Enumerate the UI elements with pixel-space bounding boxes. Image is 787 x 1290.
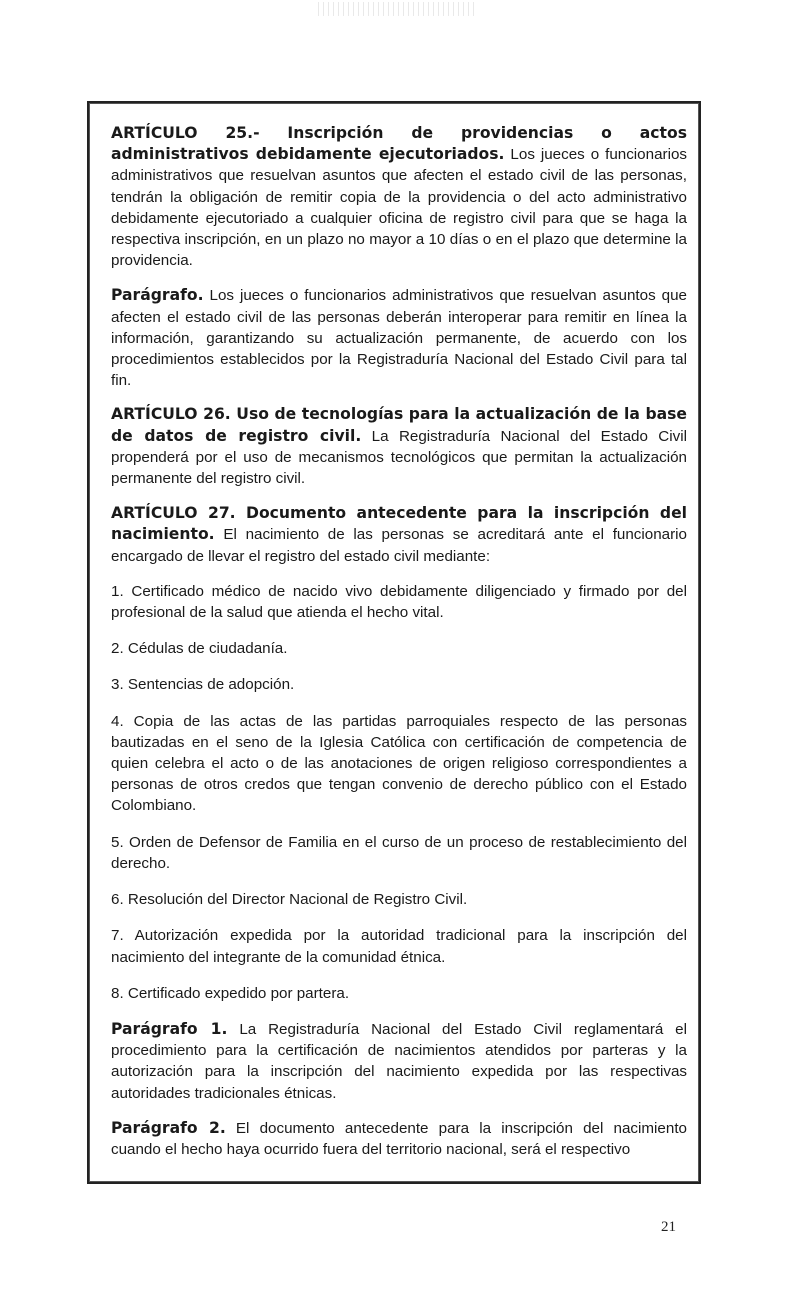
paragrafo-2-body: El documento antecedente para la inscripción del nacimiento cuando el hecho haya ocurrido fuera del territorio nacional, será el respectivo [111,1119,687,1158]
list-item: 1. Certificado médico de nacido vivo debidamente diligenciado y firmado por del profesional de la salud que atienda el hecho vital. [111,582,687,622]
paragrafo-25-body: Los jueces o funcionarios administrativos que resuelvan asuntos que afecten el estado civil de las personas deberán interoperar para remitir en línea la información, garantizando su actualización permanente, de acuerdo con los procedimientos establecidos por la Registraduría Nacional del Estado Civil para tal fin. [111,287,687,390]
article-26-body: La Registraduría Nacional del Estado Civil propenderá por el uso de mecanismos tecnológicos que permitan la actualización permanente del registro civil. [111,427,687,488]
page-number: 21 [661,1219,676,1235]
article-27 [111,503,687,567]
list-item: 6. Resolución del Director Nacional de Registro Civil. [111,891,468,909]
list-item: 8. Certificado expedido por partera. [111,984,350,1002]
article-27-body: El nacimiento de las personas se acreditará ante el funcionario encargado de llevar el registro del estado civil mediante: [111,526,687,565]
document-frame [87,101,701,1184]
scan-artifact [318,2,478,16]
list-item: 7. Autorización expedida por la autoridad tradicional para la inscripción del nacimiento del integrante de la comunidad étnica. [111,927,687,966]
article-26 [111,404,687,489]
document-body [111,123,687,1174]
list-item: 2. Cédulas de ciudadanía. [111,640,288,658]
article-26-heading: ARTÍCULO 26. Uso de tecnologías para la actualización de la base de datos de registro civil. [111,405,687,445]
list-item: 3. Sentencias de adopción. [111,676,295,694]
list-item: 5. Orden de Defensor de Familia en el curso de un proceso de restablecimiento del derecho. [111,833,687,872]
paragrafo-2-heading: Parágrafo 2. [111,1118,226,1137]
paragrafo-25-heading: Parágrafo. [111,286,204,305]
paragrafo-1-body: La Registraduría Nacional del Estado Civil reglamentará el procedimiento para la certificación de nacimientos atendidos por parteras y la autorización para la inscripción del nacimiento expedida por las respectivas autoridades tradicionales étnicas. [111,1020,687,1102]
paragrafo-1-heading: Parágrafo 1. [111,1019,228,1038]
paragrafo-25 [111,285,687,391]
article-25-heading: ARTÍCULO 25.- Inscripción de providencias o actos administrativos debidamente ejecutoriados. [111,124,687,164]
article-27-heading: ARTÍCULO 27. Documento antecedente para la inscripción del nacimiento. [111,504,687,544]
article-25-body: Los jueces o funcionarios administrativos que resuelvan asuntos que afecten el estado civil de las personas, tendrán la obligación de remitir copia de la providencia o del acto administrativo debidamente ejecutoriado a cualquier oficina de registro civil para que se haga la respectiva inscripción, en un plazo no mayor a 10 días o en el plazo que determine la providencia. [111,146,687,270]
paragrafo-2 [111,1118,687,1160]
list-item: 4. Copia de las actas de las partidas parroquiales respecto de las personas bautizadas en el seno de la Iglesia Católica con certificación de competencia de quien celebra el acto o de las anotaciones de origen religioso correspondientes a personas de otros credos que tengan convenio de derecho público con el Estado Colombiano. [111,712,687,815]
paragrafo-1 [111,1019,687,1104]
article-25 [111,123,687,271]
